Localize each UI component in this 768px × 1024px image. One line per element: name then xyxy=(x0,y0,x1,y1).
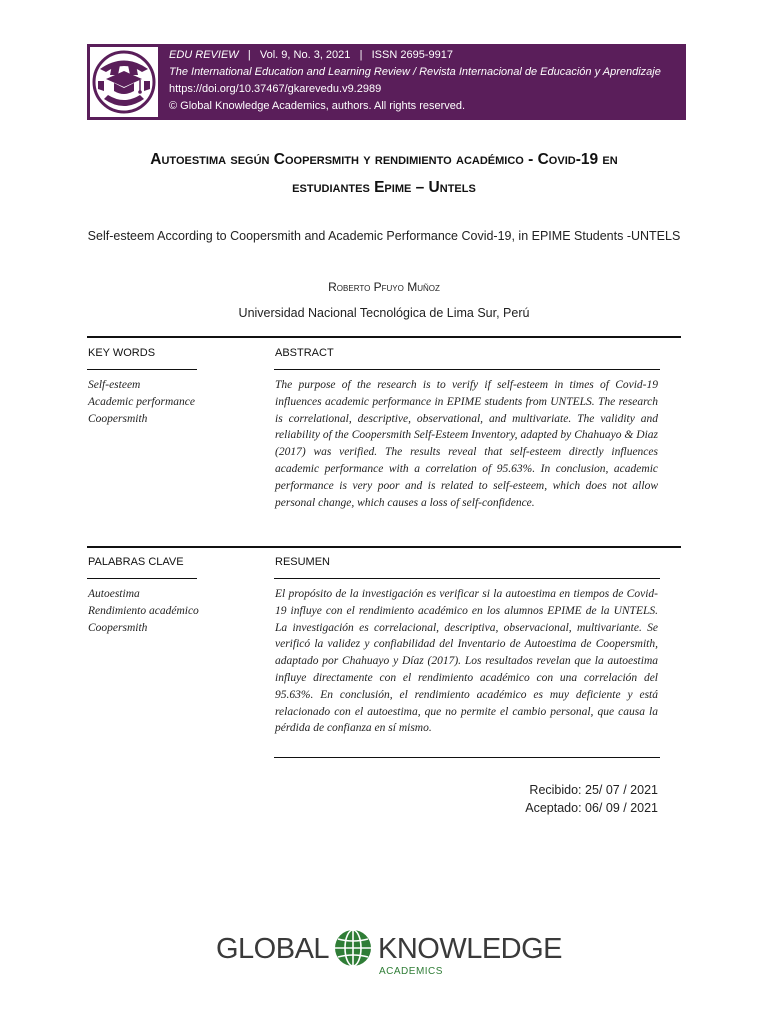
doi-link[interactable]: https://doi.org/10.37467/gkarevedu.v9.2989 xyxy=(169,83,382,95)
keyword-item: Autoestima xyxy=(88,588,140,600)
journal-full-name: The International Education and Learning Review / Revista Internacional de Educación y Aprendizaje xyxy=(169,66,661,78)
globe-icon xyxy=(333,928,373,968)
article-title-line-1: Autoestima según Coopersmith y rendimiento académico - Covid-19 en xyxy=(150,151,618,168)
journal-banner xyxy=(87,44,686,120)
submission-dates xyxy=(525,781,658,817)
publisher-logo-word-knowledge: KNOWLEDGE xyxy=(378,933,563,965)
separator: | xyxy=(359,49,363,61)
article-subtitle-english: Self-esteem According to Coopersmith and Academic Performance Covid-19, in EPIME Students -UNTELS xyxy=(87,229,681,243)
keyword-item: Coopersmith xyxy=(88,413,148,425)
journal-name: EDU REVIEW xyxy=(169,49,239,61)
palabras-clave-label: PALABRAS CLAVE xyxy=(88,556,184,568)
section-divider xyxy=(87,546,681,548)
resumen-text: El propósito de la investigación es verificar si la autoestima en tiempos de Covid-19 influye con el rendimiento académico en los alumnos EPIME de la UNTELS. La investigación es correlacional, descriptiva, observacional, multivariante. Se verificó la validez y confiabilidad del Inventario de Autoestima de Coopersmith, adaptado por Chahuayo y Díaz (2017). Los resultados revelan que la autoestima influye directamente con el rendimiento académico con una correlación del 95.63%. En conclusión, el rendimiento académico es muy deficiente y está relacionado con el autoestima, que no permite el cambio personal, que causa la pérdida de confianza en sí mismo. xyxy=(275,588,658,735)
resumen-underline xyxy=(274,578,660,579)
publisher-logo xyxy=(216,925,566,983)
resumen-bottom-rule xyxy=(274,757,660,758)
palabras-clave-list xyxy=(88,586,199,637)
keyword-item: Self-esteem xyxy=(88,379,141,391)
section-divider xyxy=(87,336,681,338)
publisher-logo-word-global: GLOBAL xyxy=(216,933,330,965)
copyright-notice: © Global Knowledge Academics, authors. All rights reserved. xyxy=(169,100,466,112)
journal-issue-line xyxy=(169,47,661,64)
article-title xyxy=(60,146,708,202)
author-affiliation: Universidad Nacional Tecnológica de Lima Sur, Perú xyxy=(238,306,530,320)
keyword-item: Rendimiento académico xyxy=(88,605,199,617)
abstract-underline xyxy=(274,369,660,370)
abstract-label: ABSTRACT xyxy=(275,347,334,359)
keyword-item: Academic performance xyxy=(88,396,195,408)
keywords-list xyxy=(88,377,195,428)
journal-issn: ISSN 2695-9917 xyxy=(371,49,453,61)
journal-logo xyxy=(89,46,159,118)
keywords-underline xyxy=(87,369,197,370)
keywords-label: KEY WORDS xyxy=(88,347,156,359)
author-name: Roberto Pfuyo Muñoz xyxy=(328,280,440,294)
resumen-label: RESUMEN xyxy=(275,556,331,568)
abstract-text: The purpose of the research is to verify if self-esteem in times of Covid-19 influences academic performance in EPIME students from UNTELS. The research is correlational, descriptive, observational, and multivariate. The validity and reliability of the Coopersmith Self-Esteem Inventory, adapted by Chahuayo & Diaz (2017) was verified. The results reveal that self-esteem directly influences academic performance with a correlation of 95.63%. In conclusion, academic performance is very poor and is related to self-esteem, which does not allow personal change, which causes a loss of self-confidence. xyxy=(275,379,658,509)
palabras-clave-underline xyxy=(87,578,197,579)
accepted-date: Aceptado: 06/ 09 / 2021 xyxy=(525,801,658,815)
article-title-line-2: estudiantes Epime – Untels xyxy=(292,179,476,196)
graduation-cap-globe-icon xyxy=(90,47,158,117)
journal-volume: Vol. 9, No. 3, 2021 xyxy=(259,49,351,61)
separator: | xyxy=(247,49,251,61)
publisher-logo-subtitle: ACADEMICS xyxy=(379,966,443,977)
keyword-item: Coopersmith xyxy=(88,622,148,634)
received-date: Recibido: 25/ 07 / 2021 xyxy=(529,783,658,797)
